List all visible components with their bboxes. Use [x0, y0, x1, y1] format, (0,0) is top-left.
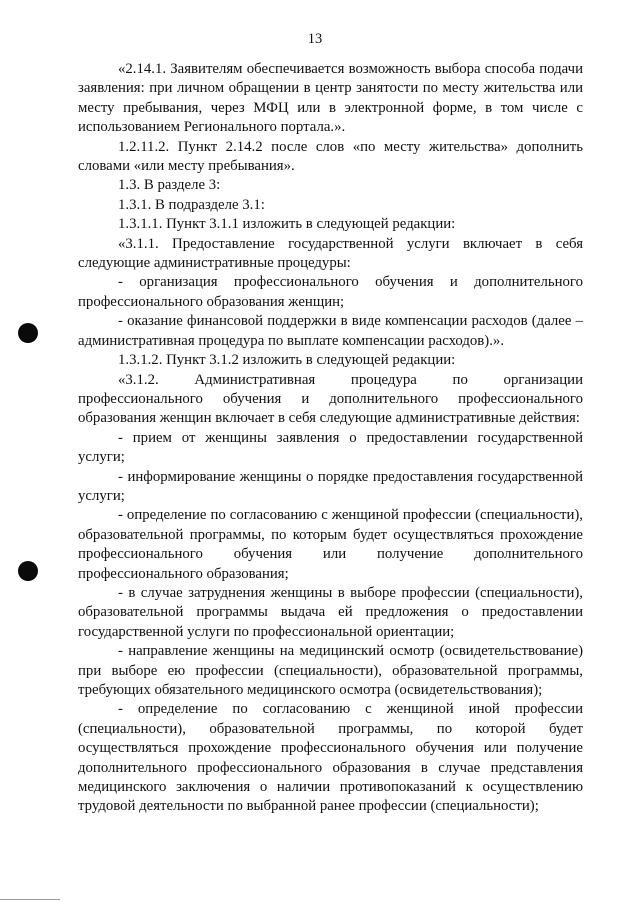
paragraph-3-1-2: «3.1.2. Административная процедура по организации профессионального обучения и дополнительного профессионального образования женщин включает в себя следующие административные действия:	[78, 371, 583, 427]
paragraph-1-3-1-1: 1.3.1.1. Пункт 3.1.1 изложить в следующей редакции:	[118, 216, 456, 233]
punch-hole-top-marker	[18, 323, 38, 343]
paragraph-3-1-1: «3.1.1. Предоставление государственной услуги включает в себя следующие административные процедуры:	[78, 235, 583, 272]
paragraph-1-2-11-2: 1.2.11.2. Пункт 2.14.2 после слов «по месту жительства» дополнить словами «или месту пребывания».	[78, 138, 583, 175]
document-body	[78, 60, 583, 817]
list-item-training-organization: - организация профессионального обучения и дополнительного профессионального образования женщин;	[78, 274, 583, 310]
paragraph-1-3-1-2: 1.3.1.2. Пункт 3.1.2 изложить в следующей редакции:	[118, 352, 456, 369]
list-item-application-reception: - прием от женщины заявления о предоставлении государственной услуги;	[78, 429, 583, 466]
list-item-career-guidance: - в случае затруднения женщины в выборе профессии (специальности), образовательной программы выдача ей предложения о предоставлении государственной услуги по профессиональной ориентации;	[78, 584, 583, 640]
page-number: 13	[307, 31, 323, 47]
bottom-edge-line	[0, 899, 60, 900]
punch-hole-bottom-marker	[18, 561, 38, 581]
list-item-profession-selection: - определение по согласованию с женщиной профессии (специальности), образовательной программы, по которым будет осуществляться прохождение профессионального обучения или получение дополнительного профессионального образования;	[78, 507, 583, 582]
paragraph-1-3-1: 1.3.1. В подразделе 3.1:	[118, 196, 265, 213]
paragraph-1-3: 1.3. В разделе 3:	[118, 177, 221, 194]
paragraph-2-14-1: «2.14.1. Заявителям обеспечивается возможность выбора способа подачи заявления: при личном обращении в центр занятости по месту жительства или месту пребывания, через МФЦ или в электронной форме, в том числе с использованием Регионального портала.».	[78, 61, 583, 136]
list-item-financial-support: - оказание финансовой поддержки в виде компенсации расходов (далее – административная процедура по выплате компенсации расходов).».	[78, 313, 583, 349]
list-item-medical-examination: - направление женщины на медицинский осмотр (освидетельствование) при выборе ею профессии (специальности), образовательной программы, требующих обязательного медицинского осмотра (освидетельствования);	[78, 643, 583, 698]
list-item-alternative-profession: - определение по согласованию с женщиной иной профессии (специальности), образовательной программы, по которой будет осуществляться прохождение профессионального обучения или получение дополнительного профессионального образования в случае представления медицинского заключения о наличии противопоказаний к осуществлению трудовой деятельности по выбранной ранее профессии (специальности);	[78, 701, 583, 815]
list-item-informing: - информирование женщины о порядке предоставления государственной услуги;	[78, 468, 583, 504]
